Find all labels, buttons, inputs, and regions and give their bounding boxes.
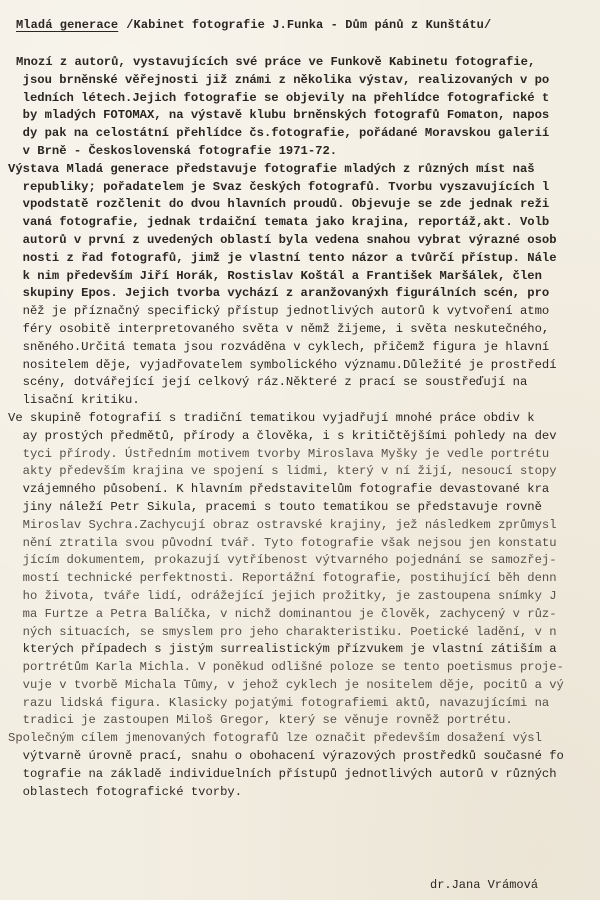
text-line: mostí technické perfektnosti. Reportážní fotografie, postihující běh denn bbox=[8, 571, 557, 586]
text-line: ných situacích, se smyslem pro jeho charakteristiku. Poetické ladění, v n bbox=[8, 624, 557, 639]
text-line: vuje v tvorbě Michala Tůmy, v jehož cyklech je nositelem děje, pocitů a vý bbox=[8, 677, 564, 692]
text-line: jiny náleží Petr Sikula, pracemi s touto tematikou se představuje rovně bbox=[8, 499, 542, 514]
text-line: nění ztratila svou původní tvář. Tyto fotografie však nejsou jen konstatu bbox=[8, 535, 557, 550]
text-line: jsou brněnské věřejnosti již známi z několika výstav, realizovaných v po bbox=[8, 72, 550, 87]
text-line: nosti z řad fotografů, jimž je vlastní tento názor a tvůrčí přístup. Nále bbox=[8, 250, 557, 265]
text-line: skupiny Epos. Jejich tvorba vychází z aranžovanýxh figurálních scén, pro bbox=[8, 286, 550, 301]
text-line: jícím dokumentem, prokazují vytříbenost výtvarného pojednání se samozřej- bbox=[8, 553, 557, 568]
heading-title: Mladá generace bbox=[16, 18, 119, 32]
text-line: Ve skupině fotografií s tradiční tematikou vyjadřují mnohé práce obdiv k bbox=[8, 410, 535, 425]
text-line: féry osobitě interpretovaného světa v němž žijeme, i světa neskutečného, bbox=[8, 321, 550, 336]
text-line: oblastech fotografické tvorby. bbox=[8, 784, 243, 799]
text-line: razu lidská figura. Klasicky pojatými fotografiemi aktů, navazujícími na bbox=[8, 695, 550, 710]
text-line: ma Furtze a Petra Balíčka, v nichž dominantou je člověk, zachycený v růz- bbox=[8, 606, 557, 621]
text-line: tyci přírody. Ústředním motivem tvorby Miroslava Myšky je vedle portrétu bbox=[8, 446, 550, 461]
text-line: ay prostých předmětů, přírody a člověka, i s kritičtějšími pohledy na dev bbox=[8, 428, 557, 443]
heading-venue: /Kabinet fotografie J.Funka - Dům pánů z Kunštátu/ bbox=[126, 18, 492, 32]
text-line: Miroslav Sychra.Zachycují obraz ostravské krajiny, jež následkem zprůmysl bbox=[8, 517, 557, 532]
document-heading bbox=[16, 18, 491, 32]
text-line: v Brně - Československá fotografie 1971-72. bbox=[8, 143, 338, 158]
text-line: výtvarně úrovně prací, snahu o obohacení výrazových prostředků současné fo bbox=[8, 749, 564, 764]
text-line: autorů v první z uvedených oblastí byla vedena snahou vybrat výrazné osob bbox=[8, 232, 557, 247]
text-line: akty především krajina ve spojení s lidmi, který v ní žijí, nesoucí stopy bbox=[8, 464, 557, 479]
text-line: vaná fotografie, jednak trdaiční temata jako krajina, reportáž,akt. Volb bbox=[8, 215, 550, 230]
text-line: Výstava Mladá generace představuje fotografie mladých z různých míst naš bbox=[8, 161, 535, 176]
text-line: k nim především Jiří Horák, Rostislav Koštál a František Maršálek, člen bbox=[8, 268, 542, 283]
text-line: republiky; pořadatelem je Svaz českých fotografů. Tvorbu vyszavujících l bbox=[8, 179, 550, 194]
text-line: Mnozí z autorů, vystavujících své práce ve Funkově Kabinetu fotografie, bbox=[16, 55, 536, 69]
body-text bbox=[8, 54, 600, 801]
text-line: lisační kritiku. bbox=[8, 393, 140, 408]
text-line: scény, dotvářející její celkový ráz.Některé z prací se soustřeďují na bbox=[8, 375, 528, 390]
text-line: vpodstatě rozčlenit do dvou hlavních proudů. Objevuje se zde jednak reži bbox=[8, 197, 550, 212]
text-line: vzájemného působení. K hlavním představitelům fotografie devastované kra bbox=[8, 482, 550, 497]
text-line: nositelem děje, vyjadřovatelem symbolického významu.Důležité je prostředí bbox=[8, 357, 557, 372]
text-line: tradici je zastoupen Miloš Gregor, který se věnuje rovněž portrétu. bbox=[8, 713, 513, 728]
text-line: dy pak na celostátní přehlídce čs.fotografie, pořádané Moravskou galerií bbox=[8, 126, 550, 141]
text-line: ledních létech.Jejich fotografie se objevily na přehlídce fotografické t bbox=[8, 90, 550, 105]
text-line: něž je příznačný specifický přístup jednotlivých autorů k vytvoření atmo bbox=[8, 304, 550, 319]
text-line: tografie na základě individuelních přístupů jednotlivých autorů v různých bbox=[8, 766, 557, 781]
text-line: sněného.Určitá temata jsou rozváděna v cyklech, přičemž figura je hlavní bbox=[8, 339, 550, 354]
text-line: ho života, tváře lidí, odrážející jejich prožitky, je zastoupena snímky J bbox=[8, 588, 557, 603]
text-line: kterých případech s jistým surrealistickým přízvukem je vlastní zátiším a bbox=[8, 642, 557, 657]
text-line: portrétům Karla Michla. V poněkud odlišné poloze se tento poetismus proje- bbox=[8, 660, 564, 675]
text-line: by mladých FOTOMAX, na výstavě klubu brněnských fotografů Fomaton, napos bbox=[8, 108, 550, 123]
author-signature: dr.Jana Vrámová bbox=[430, 878, 539, 892]
text-line: Společným cílem jmenovaných fotografů lze označit především dosažení výsl bbox=[8, 731, 542, 746]
